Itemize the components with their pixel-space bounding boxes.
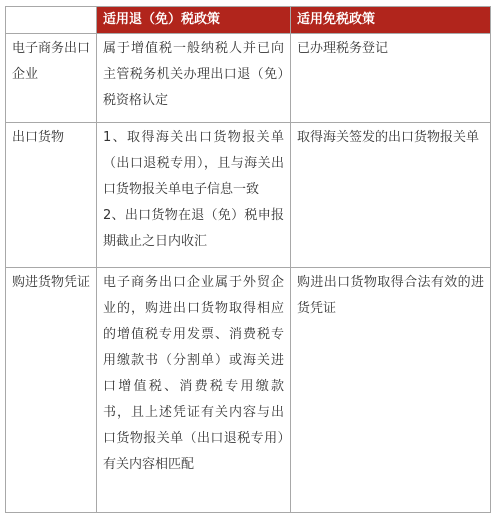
row-label: 购进货物凭证 (6, 268, 97, 513)
refund-cell (97, 268, 291, 513)
table-header-row (6, 7, 491, 34)
header-corner-cell (6, 7, 97, 34)
row-label: 出口货物 (6, 123, 97, 268)
exempt-cell (291, 123, 491, 268)
exempt-text: 购进出口货物取得合法有效的进货凭证 (297, 275, 484, 316)
policy-table (5, 6, 491, 513)
refund-cell (97, 123, 291, 268)
row-label: 电子商务出口企业 (6, 34, 97, 123)
refund-text: 1、取得海关出口货物报关单（出口退税专用），且与海关出口货物报关单电子信息一致 (103, 130, 284, 197)
header-refund-policy: 适用退（免）税政策 (97, 7, 291, 34)
table-row (6, 34, 491, 123)
refund-text: 属于增值税一般纳税人并已向主管税务机关办理出口退（免）税资格认定 (103, 41, 284, 108)
policy-table-container (5, 6, 490, 513)
exempt-cell (291, 34, 491, 123)
exempt-cell (291, 268, 491, 513)
exempt-text: 取得海关签发的出口货物报关单 (297, 130, 480, 145)
refund-cell (97, 34, 291, 123)
refund-text: 电子商务出口企业属于外贸企业的，购进出口货物取得相应的增值税专用发票、消费税专用缴款书（分割单）或海关进口增值税、消费税专用缴款书，且上述凭证有关内容与出口货物报关单（出口退税专用）有关内容相匹配 (103, 275, 284, 472)
table-row (6, 268, 491, 513)
table-row (6, 123, 491, 268)
refund-text: 2、出口货物在退（免）税申报期截止之日内收汇 (103, 208, 284, 249)
header-exempt-policy: 适用免税政策 (291, 7, 491, 34)
exempt-text: 已办理税务登记 (297, 41, 389, 56)
